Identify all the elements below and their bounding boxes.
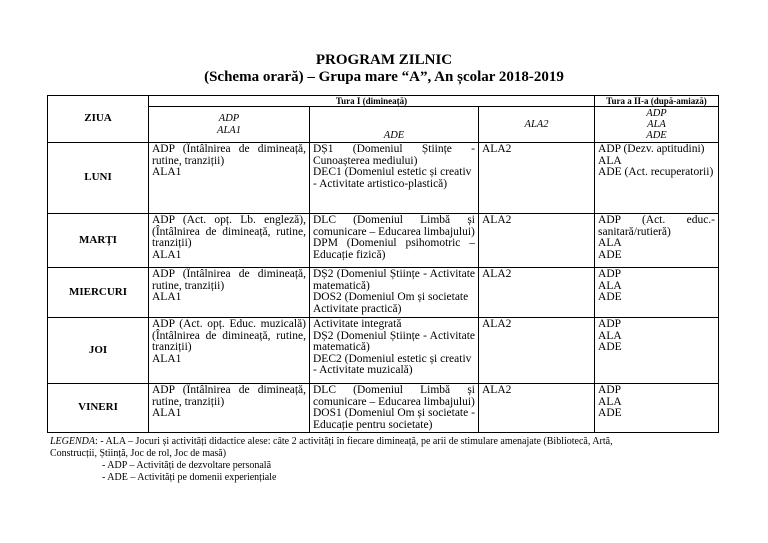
cell-line: ADE <box>598 407 622 419</box>
cell-line: ADP <box>598 384 622 396</box>
cell-line: ALA <box>598 329 622 342</box>
tura2-ala-label: ALA <box>647 119 666 130</box>
ala2-column-header: ALA2 <box>479 107 595 143</box>
cell-line: DPM (Domeniul psihomotric – Educație fizică) <box>313 237 475 261</box>
cell-line: Activitate integrată <box>313 318 402 330</box>
day-cell: VINERI <box>48 384 149 433</box>
tura2-cell <box>595 318 719 384</box>
adp-ala1-cell <box>149 214 310 268</box>
table-header-activity-row <box>48 107 719 143</box>
cell-line: ADE <box>598 291 622 303</box>
legend-line-1 <box>50 436 720 448</box>
cell-line: DOS2 (Domeniul Om și societate Activitate practică) <box>313 291 469 315</box>
cell-line: ADE <box>598 248 622 261</box>
cell-line: ALA <box>598 237 622 249</box>
table-row <box>48 384 719 433</box>
ala2-cell: ALA2 <box>479 214 595 268</box>
cell-line: ADP (Întâlnirea de dimineață, rutine, tranziții) <box>152 384 306 408</box>
cell-line: DOS1 (Domeniul Om și societate - Educație pentru societate) <box>313 407 475 431</box>
tura2-column-header <box>595 107 719 143</box>
cell-line: DEC1 (Domeniul estetic și creativ - Activitate artistico-plastică) <box>313 166 472 190</box>
adp-ala1-cell <box>149 143 310 214</box>
table-row <box>48 318 719 384</box>
tura2-cell <box>595 384 719 433</box>
tura2-cell <box>595 214 719 268</box>
adp-ala1-cell <box>149 384 310 433</box>
cell-line: DLC (Domeniul Limbă și comunicare – Educarea limbajului) <box>313 214 475 238</box>
ala1-header-label: ALA1 <box>217 124 241 136</box>
ala2-cell: ALA2 <box>479 268 595 318</box>
legend-line-4: - ADE – Activități pe domenii experiențiale <box>102 472 277 483</box>
tura2-cell <box>595 268 719 318</box>
ade-cell <box>310 384 479 433</box>
table-row <box>48 268 719 318</box>
schedule-table <box>47 95 719 433</box>
legend-label: LEGENDA <box>50 436 95 447</box>
day-cell: LUNI <box>48 143 149 214</box>
shift-2-header: Tura a II-a (după-amiază) <box>595 96 719 107</box>
legend-text: : - ALA – Jocuri și activități didactice alese: câte 2 activități în fiecare dimineață, pe arii de stimulare amenajate (Bibliotecă, Artă, <box>95 436 613 447</box>
cell-line: ALA1 <box>152 407 182 419</box>
cell-line: ADP (Întâlnirea de dimineață, rutine, tranziții) <box>152 268 306 292</box>
cell-line: DȘ1 (Domeniul Științe - Cunoașterea mediului) <box>313 143 475 167</box>
ade-cell <box>310 268 479 318</box>
ade-column-header: ADE <box>310 107 479 143</box>
cell-line: ALA1 <box>152 291 182 303</box>
cell-line: ADP <box>598 318 622 330</box>
cell-line: ADE (Act. recuperatorii) <box>598 166 714 178</box>
day-cell: MIERCURI <box>48 268 149 318</box>
legend <box>50 436 720 484</box>
cell-line: ADP (Act. educ.- sanitară/rutieră) <box>598 214 716 238</box>
tura2-cell <box>595 143 719 214</box>
adp-ala1-column-header <box>149 107 310 143</box>
page-title: PROGRAM ZILNIC <box>315 52 453 68</box>
ade-cell <box>310 318 479 384</box>
ala2-cell: ALA2 <box>479 318 595 384</box>
page-subtitle: (Schema orară) – Grupa mare “A”, An școlar 2018-2019 <box>204 69 564 85</box>
shift-1-header: Tura I (dimineață) <box>149 96 595 107</box>
cell-line: ADE <box>598 341 622 353</box>
table-row <box>48 214 719 268</box>
table-header-shift-row <box>48 96 719 107</box>
cell-line: ADP (Act. opț. Lb. engleză), (Întâlnirea de dimineață, rutine, tranziții) <box>152 214 306 249</box>
tura2-adp-label: ADP <box>646 108 667 119</box>
adp-ala1-cell <box>149 268 310 318</box>
cell-line: ALA1 <box>152 248 182 261</box>
ala2-cell: ALA2 <box>479 143 595 214</box>
adp-header-label: ADP <box>218 113 240 124</box>
ala2-cell: ALA2 <box>479 384 595 433</box>
cell-line: ADP <box>598 268 622 280</box>
table-row <box>48 143 719 214</box>
day-cell: JOI <box>48 318 149 384</box>
cell-line: ALA1 <box>152 166 182 178</box>
cell-line: DEC2 (Domeniul estetic și creativ - Activitate muzicală) <box>313 352 472 376</box>
adp-ala1-cell <box>149 318 310 384</box>
ade-cell <box>310 214 479 268</box>
cell-line: ADP (Act. opț. Educ. muzicală) (Întâlnirea de dimineață, rutine, tranziții) <box>152 318 306 353</box>
cell-line: ADP (Întâlnirea de dimineață, rutine, tranziții) <box>152 143 306 167</box>
cell-line: ALA1 <box>152 352 182 365</box>
cell-line: ALA <box>598 154 622 167</box>
ade-cell <box>310 143 479 214</box>
legend-line-3: - ADP – Activități de dezvoltare personală <box>102 460 272 471</box>
tura2-ade-label: ADE <box>646 130 667 141</box>
cell-line: ALA <box>598 279 622 292</box>
cell-line: DLC (Domeniul Limbă și comunicare – Educarea limbajului) <box>313 384 475 408</box>
cell-line: DȘ2 (Domeniul Științe - Activitate matematică) <box>313 268 475 292</box>
cell-line: ALA <box>598 395 622 408</box>
cell-line: DȘ2 (Domeniul Științe - Activitate matematică) <box>313 329 475 353</box>
cell-line: ADP (Dezv. aptitudini) <box>598 143 705 155</box>
legend-line-2: Construcții, Știință, Joc de rol, Joc de masă) <box>50 448 227 459</box>
day-column-header: ZIUA <box>48 96 149 143</box>
day-cell: MARȚI <box>48 214 149 268</box>
